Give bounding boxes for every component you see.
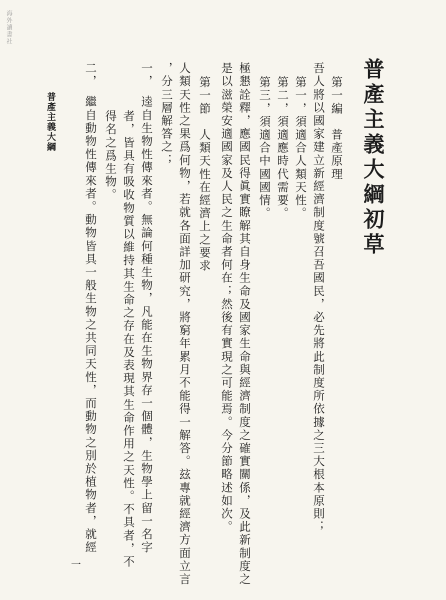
text-column: 極懇詮釋，應國民得眞實瞭解其自身生命及國家生命與經濟制度之確實關係，及此新制度之: [238, 62, 252, 586]
text-column: 第二，須適應時代需要。: [276, 76, 290, 221]
text-column: 人類天性之果爲何物，若就各面詳加研究，將窮年累月不能得一解答。玆專就經濟方面立言: [178, 62, 192, 586]
running-footer: 普產主義大綱: [45, 92, 55, 152]
page-title: 普產主義大綱初草: [361, 58, 386, 258]
text-column: 得名之爲生物。: [104, 110, 118, 202]
text-column: ，分三層解答之；: [160, 62, 174, 167]
text-column: 二， 繼自動物性傳來者。動物皆具一般生物之共同天性，而動物之別於植物者，就經: [84, 62, 98, 555]
text-column: 第一編 普產原理: [330, 76, 344, 181]
text-column: 者，皆具有吸收物質以維持其生命之存在及表現其生命作用之天性。不具者，不: [122, 110, 136, 569]
text-column: 一， 逵自生物性傳來者。無論何種生物，凡能在生物界存一個體，生物學上留一名字: [140, 62, 154, 555]
text-column: 第一，須適合人類天性。: [294, 76, 308, 221]
text-column: 第三，須適合中國國情。: [258, 76, 272, 221]
watermark: 海外讀書社: [5, 10, 12, 45]
text-column: 第一節 人類天性在經濟上之要求: [198, 76, 212, 273]
text-column: 是以滋榮安適國家及人民之生命者何在；然後有實現之可能焉。今分節略述如次。: [220, 62, 234, 534]
text-column: 吾人將以國家建立新經濟制度號召吾國民，必先將此制度所依據之三大根本原則；: [312, 62, 326, 534]
page-number: 一: [71, 560, 81, 571]
